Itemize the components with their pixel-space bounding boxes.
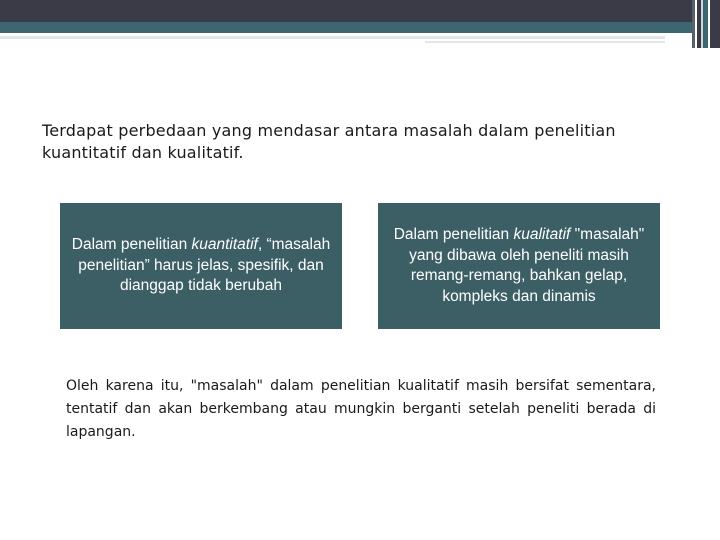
quantitative-box-suffix: , “masalah penelitian” harus jelas, spesifik, dan dianggap tidak berubah	[78, 236, 331, 295]
header-band-teal	[0, 22, 720, 33]
qualitative-box-suffix: "masalah" yang dibawa oleh peneliti masih remang-remang, bahkan gelap, kompleks dan dinamis	[409, 226, 645, 305]
header-rule-upper	[0, 36, 665, 39]
qualitative-box-emphasis: kualitatif	[513, 226, 571, 243]
quantitative-box	[60, 203, 342, 329]
intro-paragraph: Terdapat perbedaan yang mendasar antara masalah dalam penelitian kuantitatif dan kualitatif.	[42, 121, 616, 162]
header-rule-lower	[425, 41, 665, 43]
corner-stripes-decoration	[692, 0, 720, 48]
qualitative-box-prefix: Dalam penelitian	[393, 226, 514, 243]
qualitative-box-text	[388, 225, 650, 307]
quantitative-box-prefix: Dalam penelitian	[71, 236, 192, 254]
qualitative-box	[378, 203, 660, 329]
conclusion-paragraph: Oleh karena itu, "masalah" dalam penelitian kualitatif masih bersifat sementara, tentatif dan akan berkembang atau mungkin berganti setelah peneliti berada di lapangan.	[66, 378, 656, 440]
header-band-dark	[0, 0, 720, 22]
quantitative-box-emphasis: kuantitatif	[191, 236, 258, 254]
quantitative-box-text	[70, 235, 332, 297]
